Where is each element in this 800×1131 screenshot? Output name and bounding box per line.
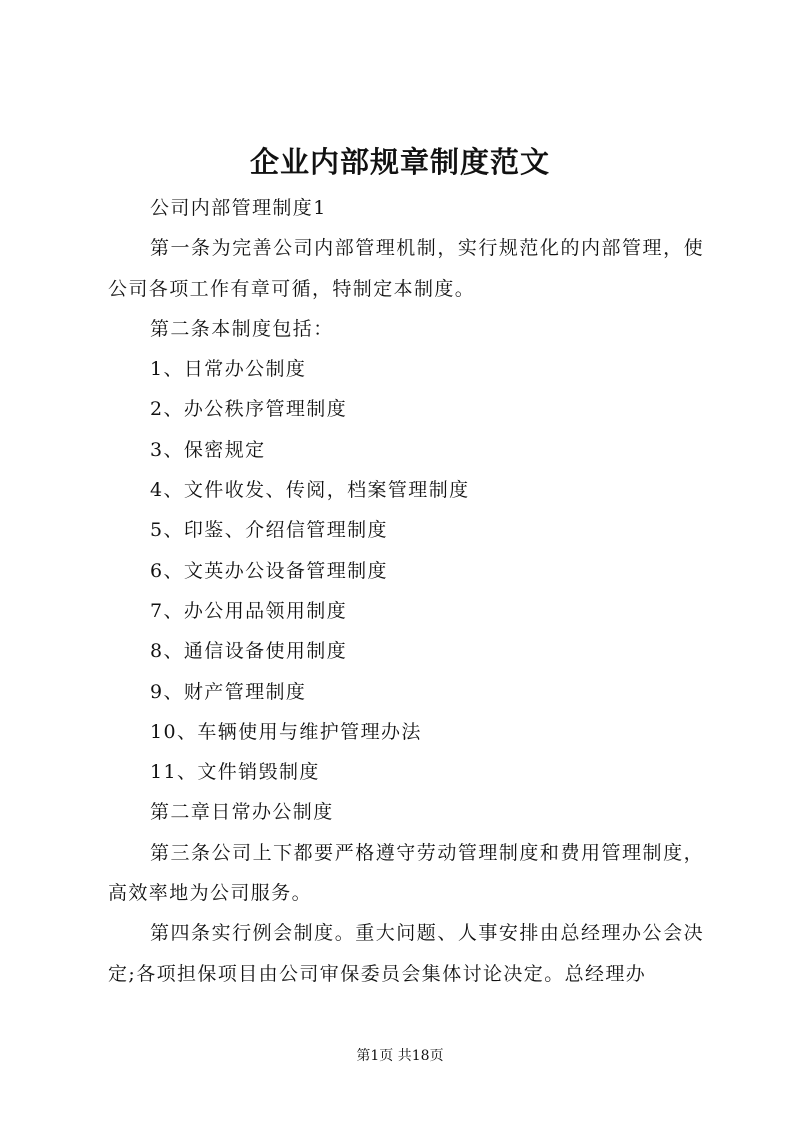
list-item: 11、文件销毁制度 — [150, 761, 320, 784]
document-body — [108, 188, 704, 994]
paragraph: 第三条公司上下都要严格遵守劳动管理制度和费用管理制度，高效率地为公司服务。 — [108, 841, 704, 905]
paragraph: 公司内部管理制度1 — [150, 197, 327, 219]
paragraph: 第四条实行例会制度。重大问题、人事安排由总经理办公会决定;各项担保项目由公司审保委员会集体讨论决定。总经理办 — [108, 922, 704, 985]
list-item: 8、通信设备使用制度 — [150, 640, 348, 663]
list-item: 6、文英办公设备管理制度 — [150, 559, 388, 582]
page-number: 第1页 — [356, 1048, 394, 1064]
list-item: 9、财产管理制度 — [150, 680, 307, 703]
list-item: 10、车辆使用与维护管理办法 — [150, 720, 422, 743]
page-footer — [0, 1046, 800, 1066]
paragraph: 第一条为完善公司内部管理机制，实行规范化的内部管理，使公司各项工作有章可循，特制定本制度。 — [108, 237, 704, 300]
paragraph: 第二条本制度包括： — [150, 317, 334, 340]
chapter-heading: 第二章日常办公制度 — [150, 801, 334, 824]
list-item: 1、日常办公制度 — [150, 358, 307, 381]
list-item: 4、文件收发、传阅，档案管理制度 — [150, 479, 470, 502]
page-total: 共18页 — [397, 1048, 444, 1064]
list-item: 7、办公用品领用制度 — [150, 599, 348, 622]
document-title: 企业内部规章制度范文 — [249, 145, 550, 179]
list-item: 2、办公秩序管理制度 — [150, 398, 348, 421]
list-item: 3、保密规定 — [150, 438, 266, 461]
list-item: 5、印鉴、介绍信管理制度 — [150, 519, 388, 542]
